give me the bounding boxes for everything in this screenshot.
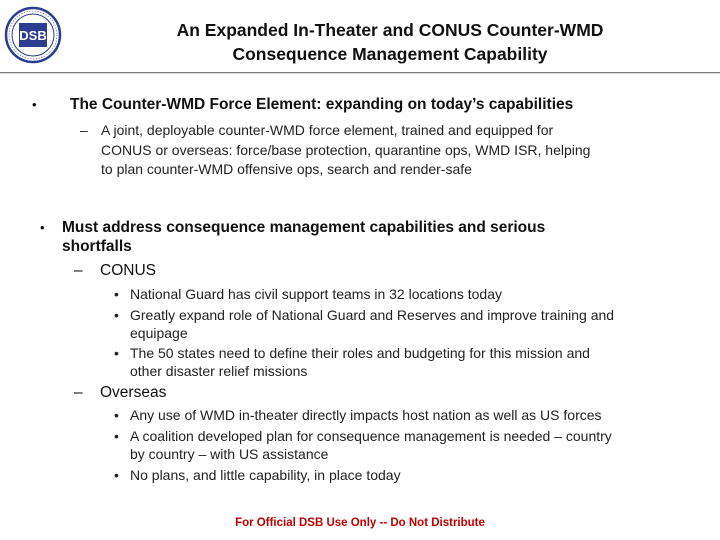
title-divider-shadow	[0, 73, 720, 74]
conus-item	[130, 306, 614, 342]
description-line: A joint, deployable counter-WMD force element, trained and equipped for	[101, 122, 554, 138]
overseas-item	[130, 406, 602, 424]
item-line: other disaster relief missions	[130, 363, 308, 379]
item-line: by country – with US assistance	[130, 446, 329, 462]
bullet-consequence-management	[62, 218, 545, 256]
bullet-marker: •	[40, 220, 45, 235]
item-line: Any use of WMD in-theater directly impacts host nation as well as US forces	[130, 407, 602, 423]
overseas-item	[130, 466, 401, 484]
bullet-line: shortfalls	[62, 238, 132, 255]
conus-item	[130, 344, 590, 380]
bullet-marker: •	[114, 467, 119, 483]
bullet-line: Must address consequence management capabilities and serious	[62, 219, 546, 236]
item-line: No plans, and little capability, in place today	[130, 467, 401, 483]
logo-text: DSB	[19, 28, 47, 43]
dash-marker: –	[74, 262, 83, 279]
description-line: to plan counter-WMD offensive ops, search and render-safe	[101, 161, 472, 177]
bullet-marker: •	[32, 97, 37, 112]
bullet-marker: •	[114, 428, 119, 444]
dash-marker: –	[80, 122, 88, 138]
overseas-item	[130, 427, 612, 463]
sub-heading-overseas: Overseas	[100, 384, 167, 401]
title-line-2: Consequence Management Capability	[232, 44, 548, 64]
sub-heading-conus: CONUS	[100, 262, 156, 279]
bullet-marker: •	[114, 407, 119, 423]
bullet-marker: •	[114, 307, 119, 323]
bullet-marker: •	[114, 286, 119, 302]
item-line: equipage	[130, 325, 188, 341]
description-line: CONUS or overseas: force/base protection, quarantine ops, WMD ISR, helping	[101, 141, 591, 158]
conus-item	[130, 285, 502, 303]
slide-title	[80, 18, 700, 66]
item-line: Greatly expand role of National Guard and Reserves and improve training and	[130, 307, 615, 323]
bullet-force-element: The Counter-WMD Force Element: expanding on today’s capabilities	[70, 96, 574, 113]
item-line: National Guard has civil support teams in 32 locations today	[130, 286, 502, 302]
item-line: The 50 states need to define their roles and budgeting for this mission and	[130, 345, 590, 361]
item-line: A coalition developed plan for consequence management is needed – country	[130, 428, 612, 444]
bullet-marker: •	[114, 345, 119, 361]
dsb-seal-logo	[4, 6, 62, 64]
title-line-1: An Expanded In-Theater and CONUS Counter-WMD	[176, 20, 604, 40]
force-element-description	[101, 121, 590, 180]
footer-distribution-notice: For Official DSB Use Only -- Do Not Distribute	[235, 517, 485, 529]
dash-marker: –	[74, 384, 83, 401]
